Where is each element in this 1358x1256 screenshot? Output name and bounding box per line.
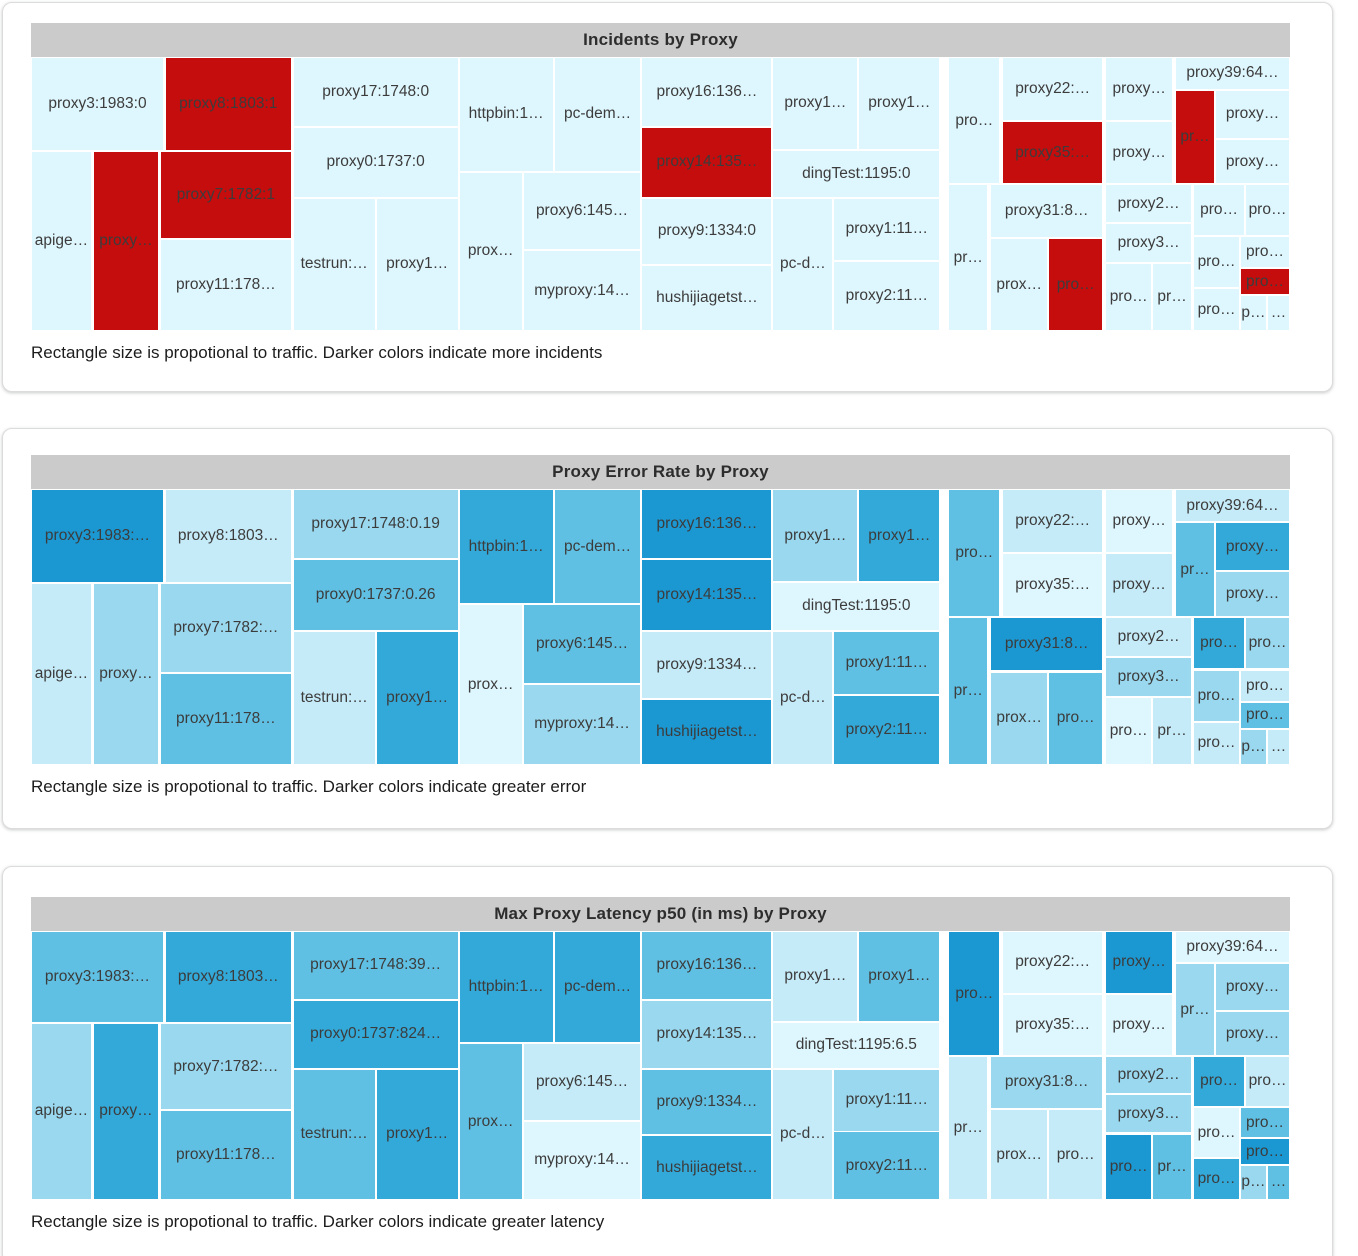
treemap-cell-a1[interactable]: proxy3:1983:0 bbox=[31, 57, 164, 151]
treemap-cell-a6[interactable]: proxy11:178… bbox=[160, 1110, 292, 1200]
treemap-cell-e2[interactable]: proxy1… bbox=[858, 57, 940, 150]
treemap-cell-j2[interactable]: pro… bbox=[1245, 617, 1290, 669]
treemap-cell-e1[interactable]: proxy1… bbox=[772, 489, 858, 582]
treemap-cell-f1[interactable]: pro… bbox=[948, 489, 1000, 617]
treemap-cell-h3[interactable]: proxy2… bbox=[1105, 617, 1192, 656]
treemap-cell-c3[interactable]: prox… bbox=[459, 1043, 523, 1200]
treemap-cell-g3[interactable]: proxy31:8… bbox=[990, 1056, 1103, 1109]
treemap-cell-h6[interactable]: pr… bbox=[1152, 1134, 1192, 1200]
treemap-cell-j1[interactable]: pro… bbox=[1193, 617, 1245, 669]
treemap-cell-e6[interactable]: proxy2:11… bbox=[833, 695, 940, 765]
treemap-cell-h1[interactable]: proxy… bbox=[1105, 489, 1173, 553]
treemap-cell-c1[interactable]: httpbin:1… bbox=[459, 57, 554, 172]
treemap-cell-e3[interactable]: dingTest:1195:0 bbox=[772, 582, 940, 630]
treemap-cell-g4[interactable]: prox… bbox=[990, 672, 1048, 765]
treemap-cell-h5[interactable]: pro… bbox=[1105, 263, 1152, 331]
treemap-cell-a2[interactable]: proxy8:1803… bbox=[165, 931, 292, 1023]
treemap-cell-c1[interactable]: httpbin:1… bbox=[459, 931, 554, 1043]
treemap-cell-a5[interactable]: proxy7:1782:… bbox=[160, 583, 292, 672]
treemap-cell-i4[interactable]: proxy… bbox=[1215, 1011, 1290, 1056]
treemap-cell-a4[interactable]: proxy… bbox=[93, 583, 159, 765]
treemap-cell-c5[interactable]: myproxy:14… bbox=[523, 684, 642, 765]
treemap-cell-i4[interactable]: proxy… bbox=[1215, 571, 1290, 617]
treemap-cell-j5[interactable]: pro… bbox=[1240, 268, 1290, 295]
treemap-cell-b1[interactable]: proxy17:1748:0.19 bbox=[293, 489, 459, 559]
treemap-cell-j3[interactable]: pro… bbox=[1193, 236, 1240, 288]
treemap-cell-j5[interactable]: pro… bbox=[1240, 1138, 1290, 1164]
treemap-cell-a3[interactable]: apige… bbox=[31, 583, 92, 765]
treemap-cell-a4[interactable]: proxy… bbox=[93, 151, 159, 331]
latency-chart-card bbox=[2, 866, 1333, 1256]
treemap-cell-a3[interactable]: apige… bbox=[31, 1023, 92, 1200]
treemap-cell-h2[interactable]: proxy… bbox=[1105, 121, 1173, 185]
treemap-cell-a1[interactable]: proxy3:1983:… bbox=[31, 489, 164, 583]
treemap-cell-d1[interactable]: proxy16:136… bbox=[641, 931, 772, 1000]
treemap-cell-f2[interactable]: pr… bbox=[948, 617, 988, 765]
treemap-cell-h4[interactable]: proxy3… bbox=[1105, 1094, 1192, 1133]
treemap-cell-i3[interactable]: proxy… bbox=[1215, 963, 1290, 1011]
latency-treemap bbox=[31, 931, 1290, 1200]
treemap-cell-j4[interactable]: pro… bbox=[1240, 236, 1290, 268]
error-rate-treemap bbox=[31, 489, 1290, 765]
chart-title-bar bbox=[31, 897, 1290, 931]
treemap-cell-e6[interactable]: proxy2:11… bbox=[833, 1131, 940, 1200]
treemap-cell-i1[interactable]: proxy39:64… bbox=[1175, 57, 1290, 90]
treemap-cell-g4[interactable]: prox… bbox=[990, 1109, 1048, 1200]
treemap-cell-e5[interactable]: proxy1:11… bbox=[833, 631, 940, 695]
treemap-cell-j6[interactable]: pro… bbox=[1193, 1158, 1240, 1200]
chart-title-bar bbox=[31, 23, 1290, 57]
treemap-cell-g3[interactable]: proxy31:8… bbox=[990, 184, 1103, 238]
treemap-cell-a5[interactable]: proxy7:1782:… bbox=[160, 1023, 292, 1110]
treemap-cell-j3[interactable]: pro… bbox=[1193, 670, 1240, 722]
treemap-cell-i4[interactable]: proxy… bbox=[1215, 139, 1290, 185]
treemap-cell-j6[interactable]: pro… bbox=[1193, 288, 1240, 331]
treemap-cell-d3[interactable]: proxy9:1334… bbox=[641, 1069, 772, 1135]
treemap-cell-d1[interactable]: proxy16:136… bbox=[641, 57, 772, 127]
treemap-cell-f1[interactable]: pro… bbox=[948, 57, 1000, 184]
treemap-cell-d4[interactable]: hushijiagetst… bbox=[641, 1135, 772, 1200]
treemap-cell-g2[interactable]: proxy35:… bbox=[1002, 553, 1103, 617]
treemap-cell-d2[interactable]: proxy14:135… bbox=[641, 127, 772, 198]
treemap-cell-b3[interactable]: testrun:… bbox=[293, 198, 376, 331]
treemap-cell-c5[interactable]: myproxy:14… bbox=[523, 1121, 642, 1200]
chart-title: Max Proxy Latency p50 (in ms) by Proxy bbox=[494, 904, 827, 923]
treemap-cell-i1[interactable]: proxy39:64… bbox=[1175, 489, 1290, 522]
treemap-cell-c2[interactable]: pc-dem… bbox=[554, 489, 642, 604]
treemap-cell-i1[interactable]: proxy39:64… bbox=[1175, 931, 1290, 963]
treemap-cell-j7[interactable]: p… bbox=[1240, 1165, 1267, 1200]
treemap-cell-i2[interactable]: pr… bbox=[1175, 90, 1215, 185]
treemap-cell-b4[interactable]: proxy1… bbox=[376, 631, 459, 765]
treemap-cell-b3[interactable]: testrun:… bbox=[293, 631, 376, 765]
treemap-cell-e6[interactable]: proxy2:11… bbox=[833, 261, 940, 331]
incidents-chart-card bbox=[2, 2, 1333, 392]
treemap-cell-h2[interactable]: proxy… bbox=[1105, 553, 1173, 617]
treemap-cell-h4[interactable]: proxy3… bbox=[1105, 657, 1192, 697]
treemap-cell-h5[interactable]: pro… bbox=[1105, 1134, 1152, 1200]
treemap-cell-d4[interactable]: hushijiagetst… bbox=[641, 699, 772, 765]
incidents-treemap bbox=[31, 57, 1290, 331]
treemap-cell-j8[interactable]: … bbox=[1267, 1165, 1290, 1200]
treemap-cell-h3[interactable]: proxy2… bbox=[1105, 184, 1192, 223]
treemap-cell-j7[interactable]: p… bbox=[1240, 729, 1267, 765]
chart-caption: Rectangle size is propotional to traffic. Darker colors indicate greater error bbox=[31, 777, 587, 796]
treemap-cell-c1[interactable]: httpbin:1… bbox=[459, 489, 554, 604]
treemap-cell-h1[interactable]: proxy… bbox=[1105, 931, 1173, 994]
treemap-cell-g1[interactable]: proxy22:… bbox=[1002, 57, 1103, 121]
treemap-cell-b3[interactable]: testrun:… bbox=[293, 1069, 376, 1200]
treemap-cell-b2[interactable]: proxy0:1737:0.26 bbox=[293, 559, 459, 630]
treemap-cell-g3[interactable]: proxy31:8… bbox=[990, 617, 1103, 671]
treemap-cell-c4[interactable]: proxy6:145… bbox=[523, 1043, 642, 1120]
treemap-cell-e5[interactable]: proxy1:11… bbox=[833, 1069, 940, 1132]
treemap-cell-c3[interactable]: prox… bbox=[459, 172, 523, 331]
treemap-cell-g5[interactable]: pro… bbox=[1048, 1109, 1103, 1200]
treemap-cell-e1[interactable]: proxy1… bbox=[772, 931, 858, 1022]
treemap-cell-a2[interactable]: proxy8:1803:1 bbox=[165, 57, 292, 151]
treemap-cell-a3[interactable]: apige… bbox=[31, 151, 92, 331]
chart-caption: Rectangle size is propotional to traffic. Darker colors indicate more incidents bbox=[31, 343, 603, 362]
chart-title: Proxy Error Rate by Proxy bbox=[552, 462, 769, 481]
treemap-cell-a2[interactable]: proxy8:1803… bbox=[165, 489, 292, 583]
treemap-cell-g1[interactable]: proxy22:… bbox=[1002, 931, 1103, 994]
treemap-cell-j8[interactable]: … bbox=[1267, 295, 1290, 331]
treemap-cell-i3[interactable]: proxy… bbox=[1215, 90, 1290, 139]
treemap-cell-f2[interactable]: pr… bbox=[948, 1056, 988, 1200]
treemap-cell-j4[interactable]: pro… bbox=[1240, 1107, 1290, 1138]
treemap-cell-j4[interactable]: pro… bbox=[1240, 670, 1290, 702]
treemap-cell-a5[interactable]: proxy7:1782:1 bbox=[160, 151, 292, 240]
treemap-cell-h6[interactable]: pr… bbox=[1152, 263, 1192, 331]
treemap-cell-j8[interactable]: … bbox=[1267, 729, 1290, 765]
chart-title-bar bbox=[31, 455, 1290, 489]
treemap-cell-a6[interactable]: proxy11:178… bbox=[160, 239, 292, 331]
treemap-cell-b2[interactable]: proxy0:1737:0 bbox=[293, 127, 459, 198]
treemap-cell-j1[interactable]: pro… bbox=[1193, 1056, 1245, 1107]
treemap-cell-c2[interactable]: pc-dem… bbox=[554, 57, 642, 172]
error-rate-chart-card bbox=[2, 428, 1333, 829]
treemap-cell-c2[interactable]: pc-dem… bbox=[554, 931, 642, 1043]
treemap-cell-h3[interactable]: proxy2… bbox=[1105, 1056, 1192, 1094]
treemap-cell-e3[interactable]: dingTest:1195:6.5 bbox=[772, 1022, 940, 1069]
treemap-cell-e4[interactable]: pc-d… bbox=[772, 1069, 833, 1200]
treemap-cell-i2[interactable]: pr… bbox=[1175, 522, 1215, 617]
treemap-cell-i3[interactable]: proxy… bbox=[1215, 522, 1290, 571]
treemap-cell-f1[interactable]: pro… bbox=[948, 931, 1000, 1056]
treemap-cell-f2[interactable]: pr… bbox=[948, 184, 988, 331]
treemap-cell-j2[interactable]: pro… bbox=[1245, 184, 1290, 236]
treemap-cell-g1[interactable]: proxy22:… bbox=[1002, 489, 1103, 553]
treemap-cell-h5[interactable]: pro… bbox=[1105, 697, 1152, 765]
treemap-cell-d3[interactable]: proxy9:1334:0 bbox=[641, 198, 772, 266]
treemap-cell-a4[interactable]: proxy… bbox=[93, 1023, 159, 1200]
treemap-cell-d2[interactable]: proxy14:135… bbox=[641, 559, 772, 630]
treemap-cell-h4[interactable]: proxy3… bbox=[1105, 223, 1192, 263]
treemap-cell-g2[interactable]: proxy35:… bbox=[1002, 994, 1103, 1056]
treemap-cell-c4[interactable]: proxy6:145… bbox=[523, 172, 642, 251]
treemap-cell-e2[interactable]: proxy1… bbox=[858, 931, 940, 1022]
treemap-cell-c4[interactable]: proxy6:145… bbox=[523, 604, 642, 683]
treemap-cell-g5[interactable]: pro… bbox=[1048, 238, 1103, 331]
treemap-cell-e5[interactable]: proxy1:11… bbox=[833, 198, 940, 262]
treemap-cell-a6[interactable]: proxy11:178… bbox=[160, 673, 292, 765]
chart-caption: Rectangle size is propotional to traffic. Darker colors indicate greater latency bbox=[31, 1212, 605, 1231]
treemap-cell-j6[interactable]: pro… bbox=[1193, 722, 1240, 765]
treemap-cell-a1[interactable]: proxy3:1983:… bbox=[31, 931, 164, 1023]
treemap-cell-e3[interactable]: dingTest:1195:0 bbox=[772, 150, 940, 198]
treemap-cell-d1[interactable]: proxy16:136… bbox=[641, 489, 772, 559]
treemap-cell-c5[interactable]: myproxy:14… bbox=[523, 250, 642, 331]
treemap-cell-d4[interactable]: hushijiagetst… bbox=[641, 265, 772, 331]
treemap-cell-b2[interactable]: proxy0:1737:824… bbox=[293, 1000, 459, 1069]
treemap-cell-j5[interactable]: pro… bbox=[1240, 702, 1290, 729]
treemap-cell-b1[interactable]: proxy17:1748:0 bbox=[293, 57, 459, 127]
treemap-cell-e4[interactable]: pc-d… bbox=[772, 631, 833, 765]
treemap-cell-j2[interactable]: pro… bbox=[1245, 1056, 1290, 1107]
treemap-cell-b4[interactable]: proxy1… bbox=[376, 1069, 459, 1200]
treemap-cell-b4[interactable]: proxy1… bbox=[376, 198, 459, 331]
chart-title: Incidents by Proxy bbox=[583, 30, 738, 49]
treemap-cell-e1[interactable]: proxy1… bbox=[772, 57, 858, 150]
treemap-cell-g5[interactable]: pro… bbox=[1048, 672, 1103, 765]
treemap-cell-h2[interactable]: proxy… bbox=[1105, 994, 1173, 1056]
treemap-cell-b1[interactable]: proxy17:1748:39… bbox=[293, 931, 459, 1000]
treemap-cell-j1[interactable]: pro… bbox=[1193, 184, 1245, 236]
treemap-cell-j3[interactable]: pro… bbox=[1193, 1107, 1240, 1158]
treemap-cell-h6[interactable]: pr… bbox=[1152, 697, 1192, 765]
treemap-cell-d2[interactable]: proxy14:135… bbox=[641, 1000, 772, 1069]
treemap-cell-c3[interactable]: prox… bbox=[459, 604, 523, 765]
treemap-cell-j7[interactable]: p… bbox=[1240, 295, 1267, 331]
treemap-cell-d3[interactable]: proxy9:1334… bbox=[641, 631, 772, 699]
treemap-cell-e4[interactable]: pc-d… bbox=[772, 198, 833, 331]
treemap-cell-g4[interactable]: prox… bbox=[990, 238, 1048, 331]
treemap-cell-e2[interactable]: proxy1… bbox=[858, 489, 940, 582]
treemap-cell-i2[interactable]: pr… bbox=[1175, 963, 1215, 1056]
treemap-cell-h1[interactable]: proxy… bbox=[1105, 57, 1173, 121]
treemap-cell-g2[interactable]: proxy35:… bbox=[1002, 121, 1103, 185]
